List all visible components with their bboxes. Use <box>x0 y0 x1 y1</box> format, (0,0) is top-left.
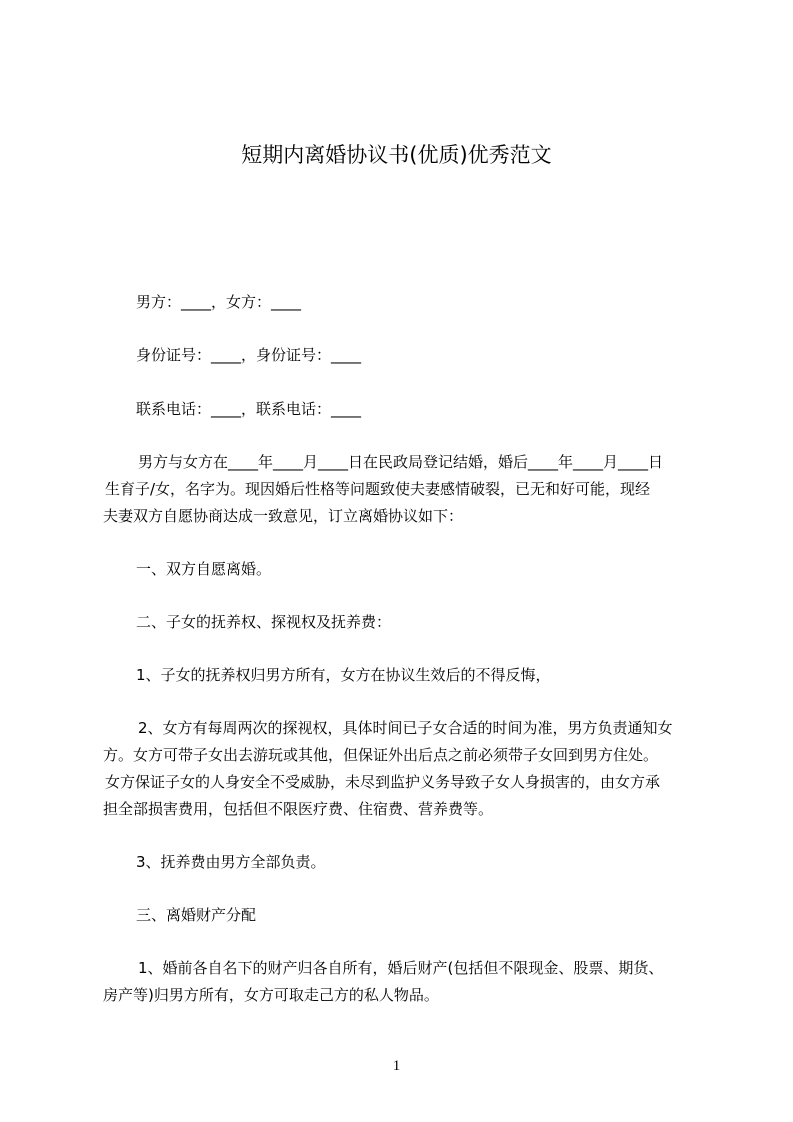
section-1-heading: 一、双方自愿离婚。 <box>136 560 272 578</box>
intro-line-1: 男方与女方在____年____月____日在民政局登记结婚，婚后____年____月____日 <box>138 453 664 471</box>
intro-line-3: 夫妻双方自愿协商达成一致意见，订立离婚协议如下： <box>103 507 464 525</box>
section-3-item-1-line-1: 1、婚前各自名下的财产归各自所有，婚后财产(包括但不限现金、股票、期货、 <box>138 959 664 977</box>
section-3-heading: 三、离婚财产分配 <box>136 906 257 924</box>
section-2-item-2-line-1: 2、女方有每周两次的探视权，具体时间已子女合适的时间为准，男方负责通知女 <box>138 719 673 737</box>
document-title: 短期内离婚协议书(优质)优秀范文 <box>241 143 552 167</box>
parties-names: 男方：____，女方：____ <box>136 293 302 311</box>
section-2-item-3: 3、抚养费由男方全部负责。 <box>136 853 326 871</box>
section-2-item-2-line-4: 担全部损害费用，包括但不限医疗费、住宿费、营养费等。 <box>103 800 494 818</box>
section-2-item-2-line-3: 女方保证子女的人身安全不受威胁，未尽到监护义务导致子女人身损害的，由女方承 <box>105 773 661 791</box>
parties-phones: 联系电话：____，联系电话：____ <box>136 400 362 418</box>
section-3-item-1-line-2: 房产等)归男方所有，女方可取走己方的私人物品。 <box>103 986 439 1004</box>
intro-line-2: 生育子/女，名字为。现因婚后性格等问题致使夫妻感情破裂，已无和好可能，现经 <box>105 480 651 498</box>
page-number: 1 <box>392 1058 401 1074</box>
parties-ids: 身份证号：____，身份证号：____ <box>136 346 362 364</box>
section-2-item-2-line-2: 方。女方可带子女出去游玩或其他，但保证外出后点之前必须带子女回到男方住处。 <box>103 746 659 764</box>
section-2-item-1: 1、子女的抚养权归男方所有，女方在协议生效后的不得反悔， <box>136 666 551 684</box>
section-2-heading: 二、子女的抚养权、探视权及抚养费： <box>136 613 392 631</box>
